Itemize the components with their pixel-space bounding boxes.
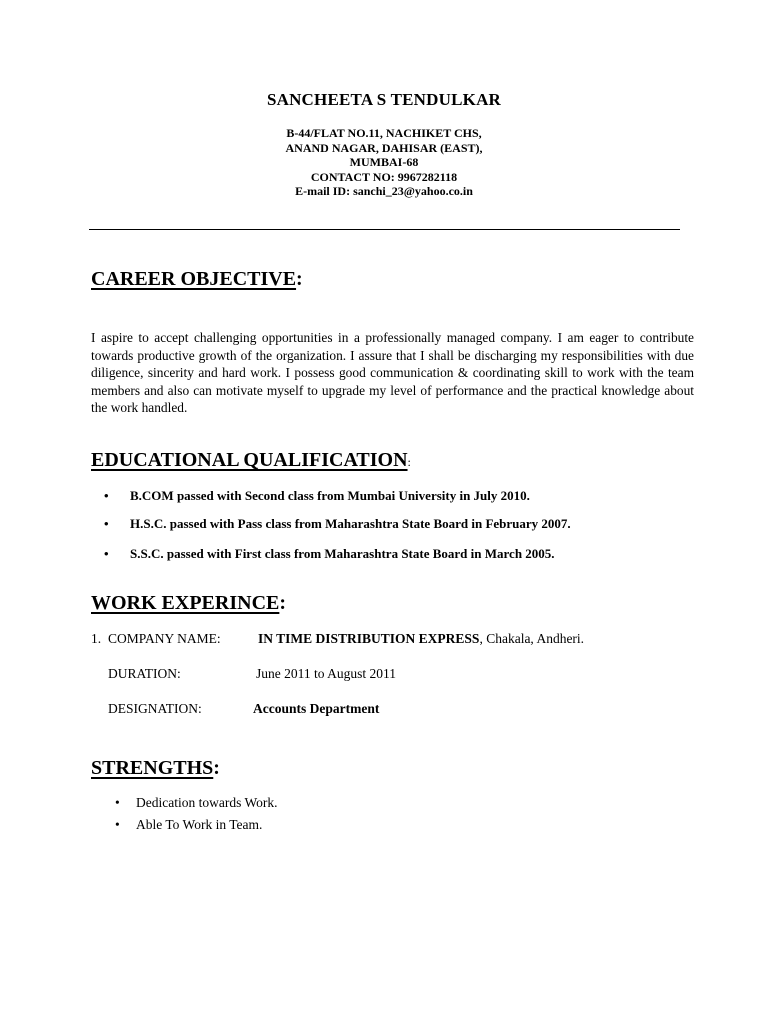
strengths-heading <box>91 757 220 780</box>
designation-label: DESIGNATION: <box>108 701 202 716</box>
education-item-text: S.S.C. passed with First class from Maharashtra State Board in March 2005. <box>130 546 555 561</box>
work-experience-colon: : <box>279 592 287 614</box>
bullet-icon: • <box>104 488 109 503</box>
company-name-label: COMPANY NAME: <box>108 631 221 646</box>
career-objective-title: CAREER OBJECTIVE <box>91 268 297 290</box>
work-experience-heading <box>91 592 286 615</box>
bullet-icon: • <box>104 546 109 561</box>
bullet-icon: • <box>115 795 120 810</box>
work-experience-title: WORK EXPERINCE <box>91 592 280 614</box>
address-line-2: ANAND NAGAR, DAHISAR (EAST), <box>285 140 483 155</box>
contact-number: CONTACT NO: 9967282118 <box>310 169 458 184</box>
education-heading <box>91 449 411 472</box>
header-divider <box>89 229 680 230</box>
company-name-value: IN TIME DISTRIBUTION EXPRESS <box>258 631 480 646</box>
company-location: , Chakala, Andheri. <box>479 631 585 646</box>
email-address: E-mail ID: sanchi_23@yahoo.co.in <box>295 184 473 198</box>
career-objective-heading <box>91 268 303 291</box>
strength-item-text: Able To Work in Team. <box>136 817 263 832</box>
bullet-icon: • <box>115 817 120 832</box>
bullet-icon: • <box>104 516 109 531</box>
address-line-1: B-44/FLAT NO.11, NACHIKET CHS, <box>286 126 482 140</box>
designation-value: Accounts Department <box>253 701 380 716</box>
duration-label: DURATION: <box>108 666 181 681</box>
address-line-3: MUMBAI-68 <box>349 155 419 169</box>
work-item-number: 1. <box>91 631 102 646</box>
candidate-name: SANCHEETA S TENDULKAR <box>266 90 502 109</box>
strengths-colon: : <box>213 757 220 779</box>
education-title: EDUCATIONAL QUALIFICATION <box>91 449 408 471</box>
education-item-text: H.S.C. passed with Pass class from Maharashtra State Board in February 2007. <box>130 516 571 531</box>
duration-value: June 2011 to August 2011 <box>256 666 397 681</box>
strengths-title: STRENGTHS <box>91 757 214 779</box>
career-objective-colon: : <box>296 268 303 290</box>
resume-header <box>0 90 768 199</box>
career-objective-text: I aspire to accept challenging opportunities in a professionally managed company. I am eager to contribute towards productive growth of the organization. I assure that I shall be discharging my responsibilities with due diligence, sincerity and hard work. I possess good communication & coordinating skill to work with the team members and also can motivate myself to upgrade my level of performance and the practical knowledge about the work handled. <box>91 330 694 415</box>
strength-item-text: Dedication towards Work. <box>136 795 278 810</box>
education-colon: : <box>407 455 411 469</box>
contact-block <box>0 126 768 199</box>
education-item-text: B.COM passed with Second class from Mumbai University in July 2010. <box>130 488 530 503</box>
